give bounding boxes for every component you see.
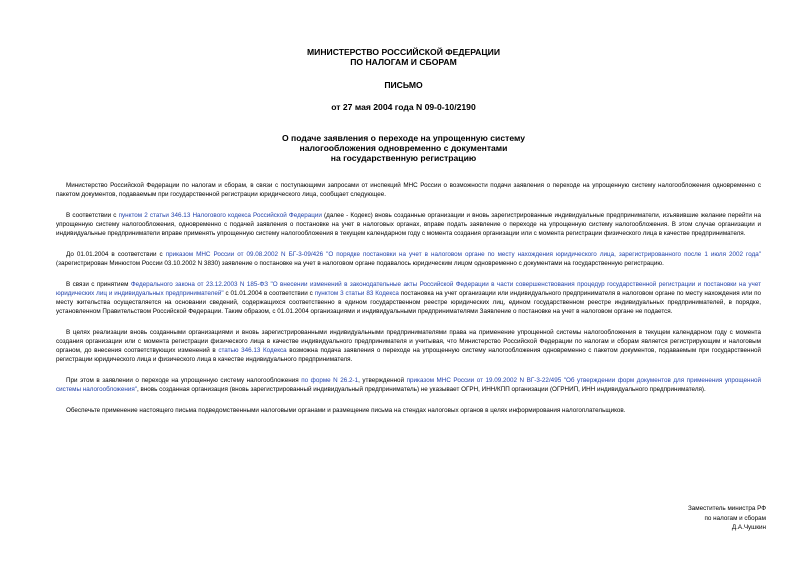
paragraph-2-text-before: В соответствии с	[66, 212, 119, 219]
document-body	[56, 181, 761, 427]
subject-line-3: на государственную регистрацию	[330, 153, 477, 163]
subject-line-2: налогообложения одновременно с документами	[299, 143, 508, 153]
ministry-line-2: ПО НАЛОГАМ И СБОРАМ	[350, 57, 457, 67]
subject-line-1: О подаче заявления о переходе на упрощенную систему	[281, 133, 526, 143]
link-article-346-13-code[interactable]: статью 346.13 Кодекса	[218, 347, 287, 354]
link-federal-law-185-fz[interactable]: Федерального закона от 23.12.2003 N 185-ФЗ "О внесении изменений в законодательные акты Российской Федерации в части совершенствования процедур государственной регистрации и постановки на учет юридических лиц и индивидуальных предпринимателей"	[56, 281, 761, 297]
paragraph-4-text-after: постановка на учет организации или индивидуального предпринимателя в налоговом органе по месту нахождения или по месту жительства осуществляется на основании сведений, содержащихся соответственно в едином государственном реестре юридических лиц, едином государственном реестре индивидуальных предпринимателей, в порядке, установленном Правительством Российской Федерации. Таким образом, с 01.01.2004 организациями и индивидуальными предпринимателями Заявление о постановке на учет в налоговом органе не подается.	[56, 290, 761, 315]
signature-block	[688, 504, 766, 533]
paragraph-5	[56, 328, 761, 364]
paragraph-6-text-after: , вновь созданная организация (вновь зарегистрированный индивидуальный предприниматель) не указывает ОГРН, ИНН/КПП организации (ОГРНИП, ИНН индивидуального предпринимателя).	[136, 386, 706, 393]
paragraph-3	[56, 250, 761, 268]
paragraph-3-text-before: До 01.01.2004 в соответствии с	[66, 251, 166, 258]
paragraph-4-text-before: В связи с принятием	[66, 281, 131, 288]
ministry-name	[0, 47, 807, 67]
paragraph-7: Обеспечьте применение настоящего письма подведомственными налоговыми органами и размещение письма на стендах налоговых органов в целях информирования налогоплательщиков.	[66, 407, 626, 414]
document-number-label: от 27 мая 2004 года N 09-0-10/2190	[331, 102, 476, 112]
paragraph-3-text-after: (зарегистрирован Минюстом России 03.10.2002 N 3830) заявление о постановке на учет в налоговом органе подавалось юридическим лицом одновременно с документами на государственную регистрацию.	[56, 260, 664, 267]
link-article-83-code[interactable]: пунктом 3 статьи 83 Кодекса	[314, 290, 399, 297]
signature-position-line-2: по налогам и сборам	[704, 514, 766, 522]
link-order-bg-3-09-426[interactable]: приказом МНС России от 09.08.2002 N БГ-3-09/426 "О порядке постановки на учет в налоговом органе по месту нахождения юридического лица, зарегистрированного после 1 июля 2002 года"	[165, 251, 761, 258]
document-number	[0, 102, 807, 112]
document-type	[0, 80, 807, 90]
ministry-line-1: МИНИСТЕРСТВО РОССИЙСКОЙ ФЕДЕРАЦИИ	[306, 47, 501, 57]
link-order-vg-3-22-495[interactable]: приказом МНС России от 19.09.2002 N ВГ-3-22/495 "Об утверждении форм документов для применения упрощенной системы налогообложения"	[56, 377, 761, 393]
paragraph-6	[56, 376, 761, 394]
paragraph-2	[56, 211, 761, 238]
link-tax-code-article-346-13[interactable]: пунктом 2 статьи 346.13 Налогового кодекса Российской Федерации	[118, 212, 322, 219]
paragraph-4-text-mid: с 01.01.2004 в соответствии с	[223, 290, 315, 297]
link-form-26-2-1[interactable]: по форме N 26.2-1	[301, 377, 359, 384]
paragraph-2-text-after: (далее - Кодекс) вновь созданные организации и вновь зарегистрированные индивидуальные предприниматели, изъявившие желание перейти на упрощенную систему налогообложения, одновременно с подачей заявления о постановке на учет в налоговых органах, вправе подать заявление о переходе на упрощенную систему налогообложения. В этом случае организации и индивидуальные предприниматели вправе применять упрощенную систему налогообложения в текущем календарном году с момента создания организации или с момента регистрации физического лица в качестве предпринимателя.	[56, 212, 761, 237]
paragraph-5-text-after: возможна подача заявления о переходе на упрощенную систему налогообложения одновременно с пакетом документов, подаваемым при государственной регистрации юридического лица и физического лица в качестве индивидуального предпринимателя.	[56, 347, 762, 363]
document-type-label: ПИСЬМО	[384, 80, 423, 90]
signature-name: Д.А.Чушкин	[731, 524, 766, 531]
paragraph-5-text-before: В целях реализации вновь созданными организациями и вновь зарегистрированными индивидуальными предпринимателями права на применение упрощенной системы налогообложения в текущем календарном году с момента создания организации или с момента регистрации физического лица в качестве индивидуального предпринимателя и учитывая, что Министерство Российской Федерации по налогам и сборам является регистрирующим и налоговым органом, до внесения соответствующих изменений в	[56, 329, 761, 354]
document-subject	[0, 133, 807, 163]
paragraph-1: Министерство Российской Федерации по налогам и сборам, в связи с поступающими запросами от инспекций МНС России о возможности подачи заявления о переходе на упрощенную систему налогообложения одновременно с пакетом документов, подаваемым при государственной регистрации юридического лица, сообщает следующее.	[56, 182, 761, 198]
paragraph-6-text-mid: , утвержденной	[358, 377, 407, 384]
paragraph-6-text-before: При этом в заявлении о переходе на упрощенную систему налогообложения	[66, 377, 302, 384]
signature-position-line-1: Заместитель министра РФ	[687, 505, 766, 512]
paragraph-4	[56, 280, 761, 316]
